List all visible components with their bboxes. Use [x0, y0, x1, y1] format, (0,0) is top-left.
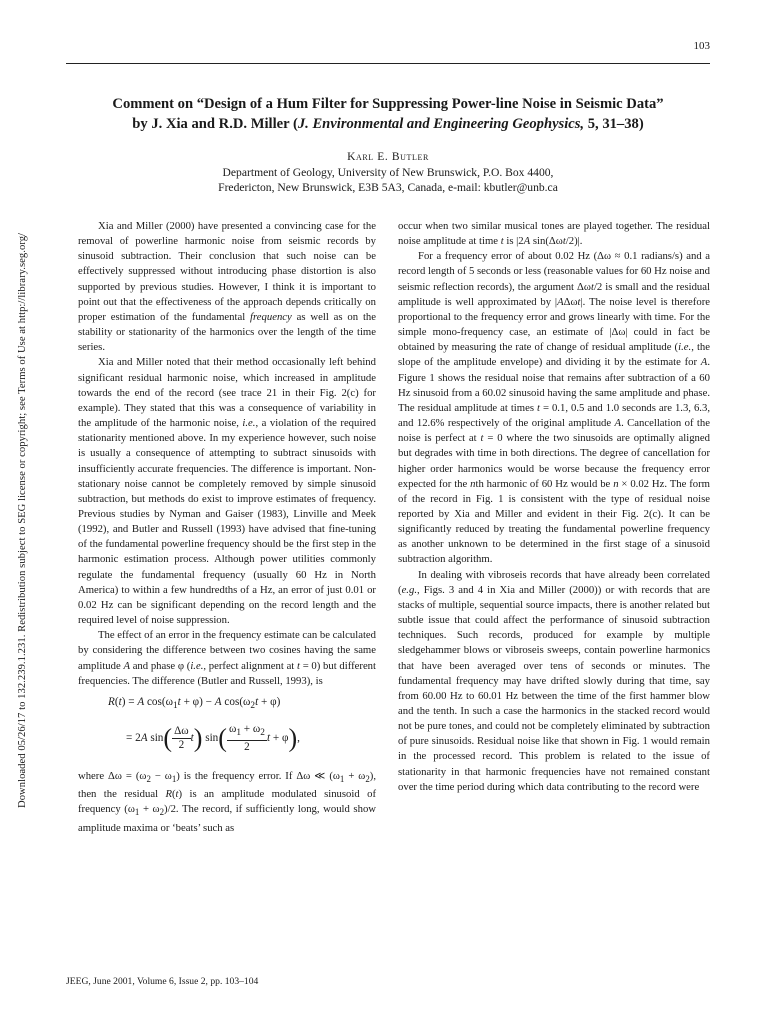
download-notice: Downloaded 05/26/17 to 132.239.1.231. Redistribution subject to SEG license or copyright; see Terms of Use at http://library.seg.org/	[17, 232, 28, 808]
download-notice-sidebar	[4, 165, 28, 819]
article-title	[66, 94, 710, 134]
paragraph: In dealing with vibroseis records that have already been correlated (e.g., Figs. 3 and 4 in Xia and Miller (2000)) or with records that are stacks of multiple, sequential source impacts, there is another related but subtle issue that could affect the performance of sinusoid subtraction techniques. Such records, produced for example by multiple sledgehammer blows or vibroseis sweeps, contain powerline harmonics that have been averaged over tens of seconds or minutes. The fundamental frequency may have drifted slowly during that time, say from 60.00 Hz to 60.01 Hz between the time of the first hammer blow and the tenth. In such a case the harmonics in the stacked record would not be pure tones, and could not be completely eliminated by subtraction of pure sinusoids. Residual noise like that shown in Fig. 1 would remain in the processed record. This problem is related to the issue of stationarity in that harmonic frequencies have not remained constant over the time period during which data contributing to the record were	[398, 568, 710, 793]
author-name: Karl E. Butler	[347, 151, 429, 163]
affiliation-line-2: Fredericton, New Brunswick, E3B 5A3, Canada, e-mail: kbutler@unb.ca	[218, 180, 558, 194]
title-line-1: Comment on “Design of a Hum Filter for Suppressing Power-line Noise in Seismic Data”	[112, 96, 664, 112]
paragraph: where $\Delta\omega = (\omega_2 - \omega_1)$ is the frequency error. If Δω ≪ $(\omega_1 + \omega_2)$, then the residual R(t) is an amplitude modulated sinusoid of frequency $(\omega_1 + \omega_2)/2$. The record, if sufficiently long, would show amplitude maxima or ‘beats’ such as	[78, 769, 376, 834]
paragraph: For a frequency error of about 0.02 Hz (Δω ≈ 0.1 radians/s) and a record length of 5 seconds or less (reasonable values for 60 Hz noise and seismic reflection records), the argument Δωt/2 is small and the residual amplitude is well approximated by |AΔωt|. The noise level is therefore proportional to the frequency error and grows linearly with time. For the simple mono-frequency case, an estimate of |Δω| could in fact be obtained by measuring the rate of change of residual amplitude (i.e., the slope of the amplitude envelope) and dividing it by the estimate for A. Figure 1 shows the residual noise that remains after subtraction of a 60 Hz sinusoid from a 60.02 sinusoid having the same amplitude and phase. The residual amplitude at times t = 0.1, 0.5 and 1.0 seconds are 1.3, 6.3, and 12.6% respectively of the original amplitude A. Cancellation of the noise is perfect at t = 0 where the two sinusoids are optimally aligned but degrades with time in both directions. The degree of cancellation for higher order harmonics would be worse because the frequency error expected for the nth harmonic of 60 Hz would be n × 0.02 Hz. The form of the record in Fig. 1 is consistent with the type of residual noise reported by Xia and Miller and evident in their Fig. 2(c). It can be significantly reduced by treating the fundamental powerline frequency as another unknown to be determined in the first stage of a sinusoid subtraction algorithm.	[398, 250, 710, 566]
journal-footer: JEEG, June 2001, Volume 6, Issue 2, pp. 103–104	[66, 976, 259, 987]
body-column-right	[398, 219, 710, 795]
paragraph: The effect of an error in the frequency estimate can be calculated by considering the difference between two cosines having the same amplitude A and phase φ (i.e., perfect alignment at t = 0) but different frequencies. The difference (Butler and Russell, 1993), is	[78, 629, 376, 687]
page-number: 103	[693, 40, 710, 52]
body-column-left	[78, 219, 376, 836]
title-line-2: by J. Xia and R.D. Miller (J. Environmental and Engineering Geophysics, 5, 31–38)	[132, 116, 644, 132]
author-affiliation	[66, 166, 710, 195]
equation-residual: R(t) = A $\cos(\omega_1t + \varphi) - A$ $\cos(\omega_2t + \varphi)$ = 2A sin( $\frac{\Delta\omega}{2}$ t) sin( $\frac{\omega_1 + \omega_2}{2}$ t + φ),	[108, 695, 300, 754]
journal-name: J. Environmental and Engineering Geophysics,	[297, 116, 585, 132]
paragraph: Xia and Miller noted that their method occasionally left behind significant residual harmonic noise, which increased in amplitude towards the end of the record (see trace 21 in their Fig. 2(c) for example). They stated that this was a consequence of variability in the amplitude of the harmonic noise, i.e., a violation of the required stationarity mentioned above. In my experience however, such noise is usually a consequence of attempting to subtract sinusoids with insufficiently accurate frequencies. The difference is important. Non-stationary noise cannot be completely removed by simple sinusoid subtraction, but methods do exist to improve estimates of frequency. Previous studies by Nyman and Gaiser (1983), Linville and Meek (1992), and Butler and Russell (1993) have advised that fine-tuning of the fundamental powerline frequency should be the first step in the harmonic estimation process. Although power utilities commonly regulate the fundamental frequency (usually 60 Hz in North America) to within a few hundredths of a Hz, an error of just 0.01 or 0.02 Hz can be significant depending on the record length and the required level of noise suppression.	[78, 356, 376, 627]
affiliation-line-1: Department of Geology, University of New Brunswick, P.O. Box 4400,	[222, 166, 554, 179]
header-rule	[66, 63, 710, 64]
paragraph: occur when two similar musical tones are played together. The residual noise amplitude at time t is |2A sin(Δωt/2)|.	[398, 220, 710, 248]
paragraph: Xia and Miller (2000) have presented a convincing case for the removal of powerline harmonic noise from seismic records by sinusoid subtraction. Their conclusion that such noise can be effectively suppressed without introducing phase distortion is also supported by previous studies. However, I think it is important to point out that the effectiveness of the approach depends critically on proper estimation of the fundamental frequency as well as on the stability or stationarity of the harmonics over the length of the time series.	[78, 220, 376, 354]
